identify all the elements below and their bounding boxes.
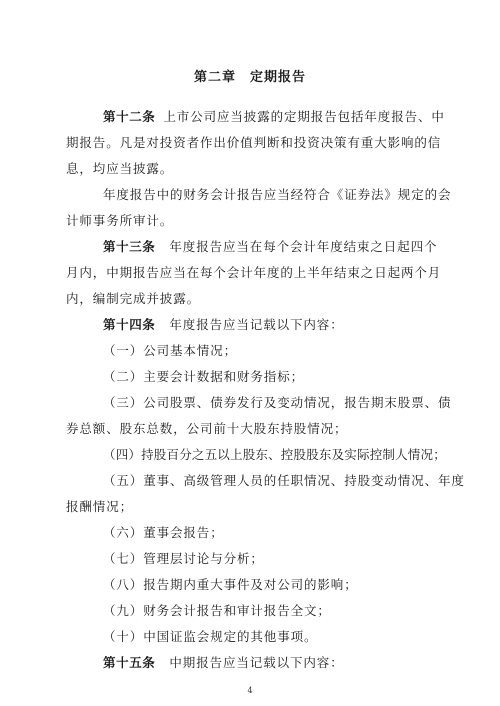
article-15-heading: 第十五条 (103, 655, 156, 670)
article-13-text-1: 年度报告应当在每个会计年度结束之日起四个 (169, 239, 438, 254)
page-number: 4 (247, 686, 253, 695)
article-14-item-2: （二）主要会计数据和财务指标； (103, 369, 305, 384)
article-12-para2-line-2: 计师事务所审计。 (66, 213, 174, 228)
article-12-line-2: 期报告。凡是对投资者作出价值判断和投资决策有重大影响的信 (66, 135, 442, 150)
article-13-line-2: 月内，中期报告应当在每个会计年度的上半年结束之日起两个月 (66, 265, 442, 280)
article-13-heading: 第十三条 (103, 239, 156, 254)
article-14-intro: 年度报告应当记载以下内容： (169, 317, 344, 332)
article-12-line-3: 息，均应当披露。 (66, 161, 174, 176)
article-13-line-3: 内，编制完成并披露。 (66, 291, 201, 306)
article-12-para2-line-1: 年度报告中的财务会计报告应当经符合《证券法》规定的会 (103, 187, 452, 202)
article-15-intro: 中期报告应当记载以下内容： (169, 655, 344, 670)
article-12-text-1: 上市公司应当披露的定期报告包括年度报告、中 (163, 109, 445, 124)
article-14-item-4: （四）持股百分之五以上股东、控股股东及实际控制人情况； (103, 447, 446, 462)
article-14-item-7: （七）管理层讨论与分析； (103, 551, 264, 566)
article-14-item-9: （九）财务会计报告和审计报告全文； (103, 603, 331, 618)
chapter-title: 第二章 定期报告 (193, 70, 306, 85)
article-14-item-6: （六）董事会报告； (103, 525, 224, 540)
article-14-item-1: （一）公司基本情况； (103, 343, 238, 358)
article-14-line-1 (103, 317, 344, 333)
article-12-heading: 第十二条 (103, 109, 156, 124)
article-14-item-10: （十）中国证监会规定的其他事项。 (103, 629, 318, 644)
article-12-line-1 (103, 109, 445, 125)
article-14-item-8: （八）报告期内重大事件及对公司的影响； (103, 577, 358, 592)
article-14-heading: 第十四条 (103, 317, 156, 332)
article-14-item-3-line-1: （三）公司股票、债券发行及变动情况，报告期末股票、债 (103, 395, 452, 410)
article-15-line-1 (103, 655, 344, 671)
article-14-item-5-line-1: （五）董事、高级管理人员的任职情况、持股变动情况、年度 (103, 473, 465, 488)
article-14-item-5-line-2: 报酬情况； (66, 499, 134, 514)
article-13-line-1 (103, 239, 437, 255)
article-14-item-3-line-2: 券总额、股东总数，公司前十大股东持股情况； (66, 421, 348, 436)
